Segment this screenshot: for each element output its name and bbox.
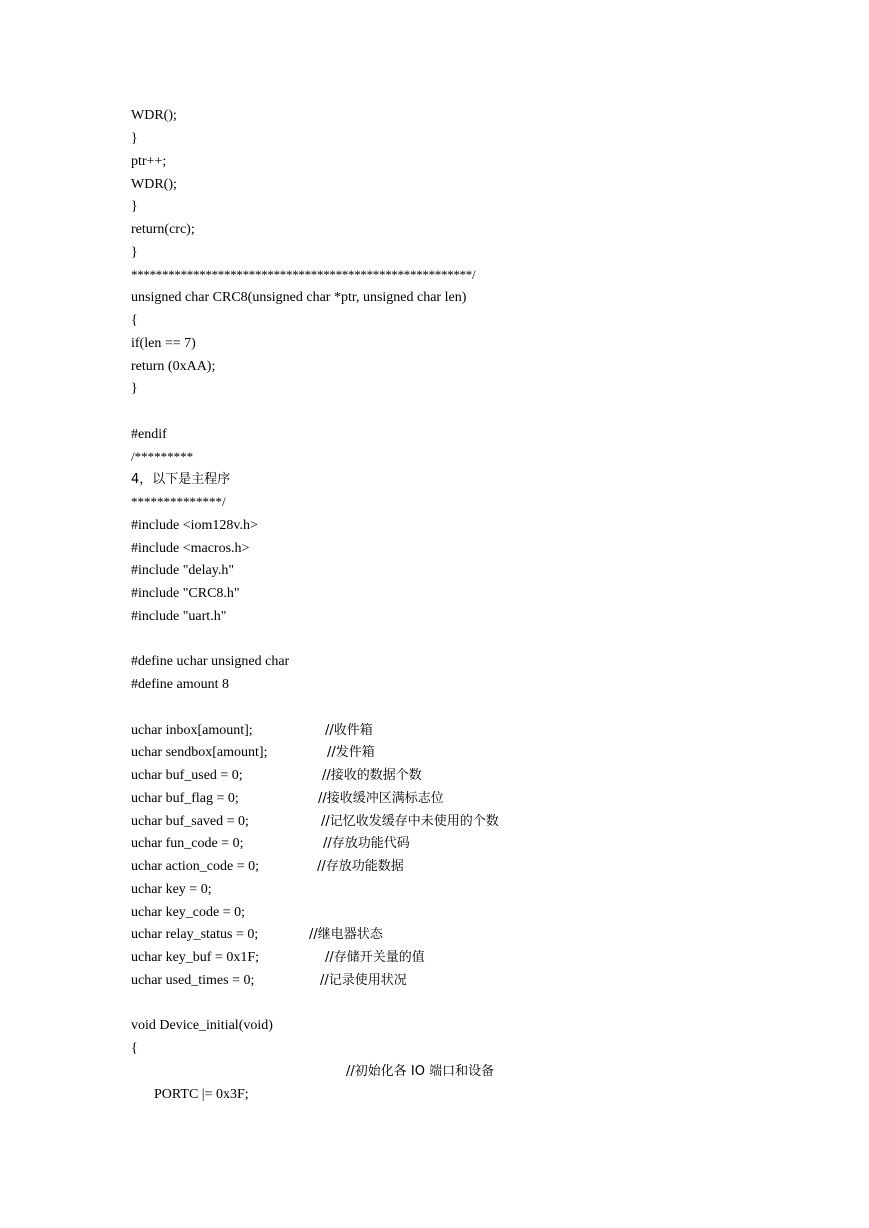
code-line: unsigned char CRC8(unsigned char *ptr, unsigned char len) — [131, 290, 467, 305]
section-heading: 4，以下是主程序 — [131, 472, 231, 487]
define-line: #define amount 8 — [131, 677, 229, 692]
var-decl: uchar sendbox[amount]; — [131, 745, 268, 760]
var-comment: //发件箱 — [327, 745, 375, 760]
var-decl: uchar key = 0; — [131, 882, 212, 897]
code-line: } — [131, 381, 138, 396]
code-line: WDR(); — [131, 108, 177, 123]
var-decl: uchar inbox[amount]; — [131, 723, 253, 738]
define-line: #define uchar unsigned char — [131, 654, 290, 669]
code-line: ptr++; — [131, 154, 167, 169]
var-comment: //记录使用状况 — [320, 973, 407, 988]
var-decl: uchar key_code = 0; — [131, 905, 246, 920]
var-comment: //记忆收发缓存中未使用的个数 — [321, 814, 499, 829]
code-line: PORTC |= 0x3F; — [154, 1087, 249, 1102]
var-decl: uchar relay_status = 0; — [131, 927, 259, 942]
code-line: if(len == 7) — [131, 336, 196, 351]
code-line: #endif — [131, 427, 167, 442]
init-comment: //初始化各 IO 端口和设备 — [346, 1064, 495, 1079]
comment-end: **************/ — [131, 494, 226, 509]
var-decl: uchar used_times = 0; — [131, 973, 255, 988]
code-line: } — [131, 199, 138, 214]
code-line: } — [131, 245, 138, 260]
code-line: } — [131, 131, 138, 146]
var-decl: uchar buf_saved = 0; — [131, 814, 249, 829]
code-line: WDR(); — [131, 177, 177, 192]
code-line: { — [131, 1041, 138, 1056]
comment-start: /********* — [131, 449, 194, 464]
var-decl: uchar buf_used = 0; — [131, 768, 243, 783]
var-comment: //继电器状态 — [309, 927, 383, 942]
var-comment: //存放功能代码 — [323, 836, 410, 851]
var-decl: uchar key_buf = 0x1F; — [131, 950, 260, 965]
var-decl: uchar action_code = 0; — [131, 859, 260, 874]
var-comment: //收件箱 — [325, 723, 373, 738]
include-line: #include "CRC8.h" — [131, 586, 240, 601]
code-line: { — [131, 313, 138, 328]
include-line: #include "delay.h" — [131, 563, 235, 578]
var-decl: uchar buf_flag = 0; — [131, 791, 239, 806]
var-comment: //接收缓冲区满标志位 — [318, 791, 444, 806]
include-line: #include <iom128v.h> — [131, 518, 258, 533]
var-decl: uchar fun_code = 0; — [131, 836, 244, 851]
code-line: return (0xAA); — [131, 359, 216, 374]
include-line: #include <macros.h> — [131, 541, 250, 556]
var-comment: //存放功能数据 — [317, 859, 404, 874]
code-line: return(crc); — [131, 222, 195, 237]
var-comment: //存储开关量的值 — [325, 950, 425, 965]
comment-separator: *******************************************************/ — [131, 267, 476, 282]
include-line: #include "uart.h" — [131, 609, 227, 624]
var-comment: //接收的数据个数 — [322, 768, 422, 783]
function-signature: void Device_initial(void) — [131, 1018, 273, 1033]
